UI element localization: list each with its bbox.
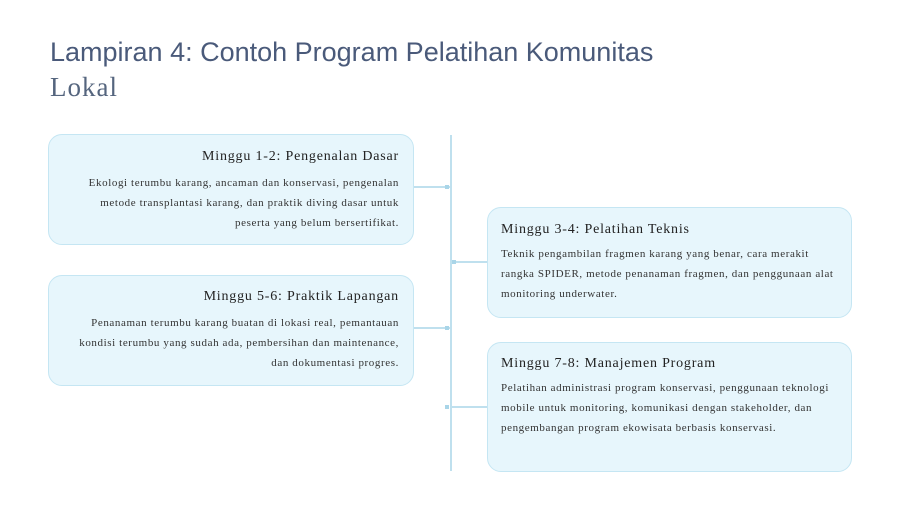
timeline-dot-2: [452, 260, 456, 264]
timeline-axis: [450, 135, 452, 471]
timeline-dot-1: [445, 185, 449, 189]
timeline-card-text: Ekologi terumbu karang, ancaman dan konservasi, pengenalan metode transplantasi karang, dan praktik diving dasar untuk peserta yang belum bersertifikat.: [88, 177, 399, 229]
timeline-card-week-1-2: [48, 134, 414, 245]
timeline-connector-2: [452, 261, 487, 263]
timeline-card-heading: Minggu 3-4: Pelatihan Teknis: [501, 222, 690, 237]
timeline-connector-4: [452, 406, 487, 408]
timeline-card-week-5-6: [48, 275, 414, 386]
timeline-dot-4: [445, 405, 449, 409]
slide-title-line-2: Lokal: [50, 72, 118, 102]
slide-title: [50, 34, 850, 104]
timeline-card-week-7-8: [487, 342, 852, 472]
timeline-dot-3: [445, 326, 449, 330]
timeline-card-text: Teknik pengambilan fragmen karang yang benar, cara merakit rangka SPIDER, metode penanaman fragmen, dan penggunaan alat monitoring underwater.: [501, 248, 834, 300]
timeline-card-week-3-4: [487, 207, 852, 318]
timeline-card-text: Penanaman terumbu karang buatan di lokasi real, pemantauan kondisi terumbu yang sudah ada, pembersihan dan maintenance, dan dokumentasi progres.: [79, 317, 399, 369]
slide-title-line-1: Lampiran 4: Contoh Program Pelatihan Komunitas: [50, 37, 654, 67]
timeline-card-heading: Minggu 5-6: Praktik Lapangan: [203, 289, 399, 304]
timeline-card-heading: Minggu 1-2: Pengenalan Dasar: [202, 149, 399, 164]
timeline-card-text: Pelatihan administrasi program konservasi, penggunaan teknologi mobile untuk monitoring, komunikasi dengan stakeholder, dan pengembangan program ekowisata berbasis konservasi.: [501, 382, 830, 434]
timeline-card-heading: Minggu 7-8: Manajemen Program: [501, 356, 716, 371]
